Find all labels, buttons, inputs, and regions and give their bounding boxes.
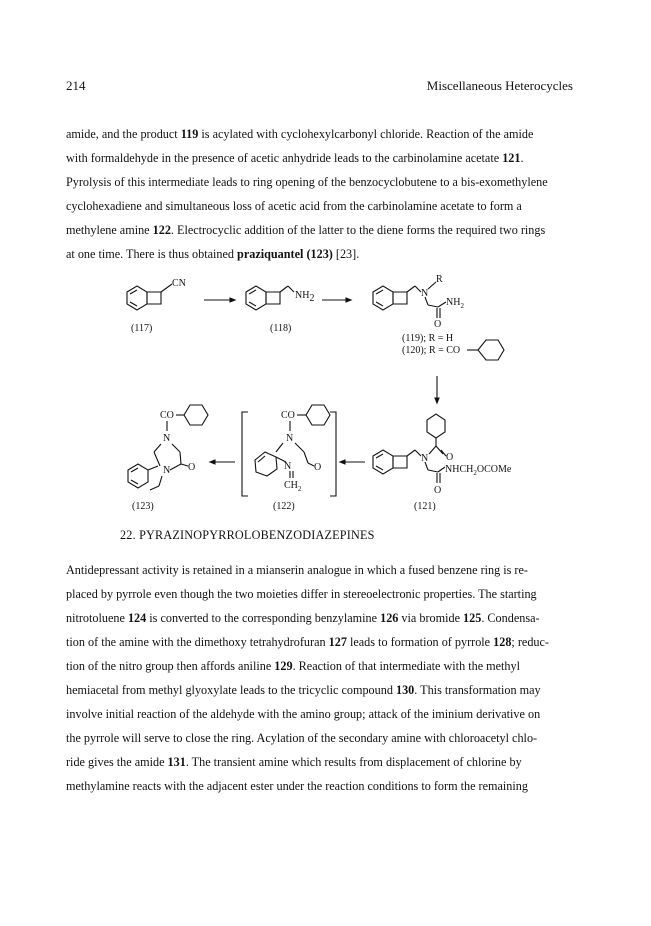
running-head: Miscellaneous Heterocycles <box>426 78 573 93</box>
text-line: involve initial reaction of the aldehyde with the amino group; attack of the iminium derivative on <box>66 707 541 721</box>
svg-text:NHCH2OCOMe: $NHCH_2OCOMe$ <box>445 464 512 477</box>
label-120: (120); R = CO <box>402 345 461 356</box>
cyclohexyl-ring <box>427 414 445 438</box>
svg-text:N: N <box>421 453 429 464</box>
svg-text:CO: CO <box>160 410 174 421</box>
text-line: cyclohexadiene and simultaneous loss of acetic acid from the carbinolamine acetate to form a <box>66 199 522 213</box>
text-line: Pyrolysis of this intermediate leads to ring opening of the benzocyclobutene to a bis-exomethylene <box>66 175 548 189</box>
svg-text:O: O <box>446 452 454 463</box>
text-line: methylamine reacts with the adjacent ester under the reaction conditions to form the remaining <box>66 779 528 793</box>
atom-cn: CN <box>172 278 186 289</box>
atom-o: O <box>434 319 442 330</box>
section-heading: 22. PYRAZINOPYRROLOBENZODIAZEPINES <box>120 528 375 542</box>
label-121: (121) <box>414 501 436 512</box>
label-117: (117) <box>131 323 153 334</box>
text-line: methylene amine 122. Electrocyclic addition of the latter to the diene forms the required two rings <box>66 223 546 237</box>
text-line: ride gives the amide 131. The transient amine which results from displacement of chlorine by <box>66 755 522 769</box>
svg-text:N: N <box>163 433 171 444</box>
svg-text:N: N <box>163 465 171 476</box>
structure-122 <box>242 405 336 512</box>
text-line: Antidepressant activity is retained in a mianserin analogue in which a fused benzene ring is re- <box>66 563 528 577</box>
text-line: placed by pyrrole even though the two moieties differ in stereoelectronic properties. The starting <box>66 587 537 601</box>
structure-121 <box>373 414 512 512</box>
svg-text:N: N <box>286 433 294 444</box>
text-line: at one time. There is thus obtained praziquantel (123) [23]. <box>66 247 360 261</box>
atom-nh2: NH <box>295 290 310 301</box>
text-line: nitrotoluene 124 is converted to the corresponding benzylamine 126 via bromide 125. Condensa- <box>66 611 540 625</box>
svg-text:CO: CO <box>281 410 295 421</box>
paragraph-body <box>66 558 578 798</box>
structure-118 <box>246 286 314 334</box>
text-line: amide, and the product 119 is acylated with cyclohexylcarbonyl chloride. Reaction of the amide <box>66 127 534 141</box>
svg-text:O: O <box>434 485 442 496</box>
text-line: tion of the nitro group then affords aniline 129. Reaction of that intermediate with the methyl <box>66 659 520 673</box>
cyclohexyl-ring <box>478 340 504 360</box>
text-line: hemiacetal from methyl glyoxylate leads to the tricyclic compound 130. This transformation may <box>66 683 541 697</box>
structure-119 <box>373 274 504 360</box>
svg-text:O: O <box>188 462 196 473</box>
label-119: (119); R = H <box>402 333 454 344</box>
text-line: the pyrrole will serve to close the ring. Acylation of the secondary amine with chloroacetyl chlo- <box>66 731 538 745</box>
svg-text:O: O <box>314 462 322 473</box>
svg-text:CH2: $CH_2$ <box>284 480 302 493</box>
structure-117 <box>127 278 186 334</box>
label-118: (118) <box>270 323 292 334</box>
svg-text:NH2: $NH_2$ <box>446 297 464 310</box>
atom-n: N <box>421 288 429 299</box>
text-line: with formaldehyde in the presence of acetic anhydride leads to the carbinolamine acetate 121. <box>66 151 524 165</box>
label-122: (122) <box>273 501 295 512</box>
page-number: 214 <box>66 78 86 93</box>
atom-r: R <box>436 274 443 285</box>
text-line: tion of the amine with the dimethoxy tetrahydrofuran 127 leads to formation of pyrrole 128; reduc- <box>66 635 549 649</box>
svg-text:N: N <box>284 461 292 472</box>
svg-text:NH2: NH2 <box>295 290 315 304</box>
structure-123 <box>128 405 208 512</box>
label-123: (123) <box>132 501 154 512</box>
